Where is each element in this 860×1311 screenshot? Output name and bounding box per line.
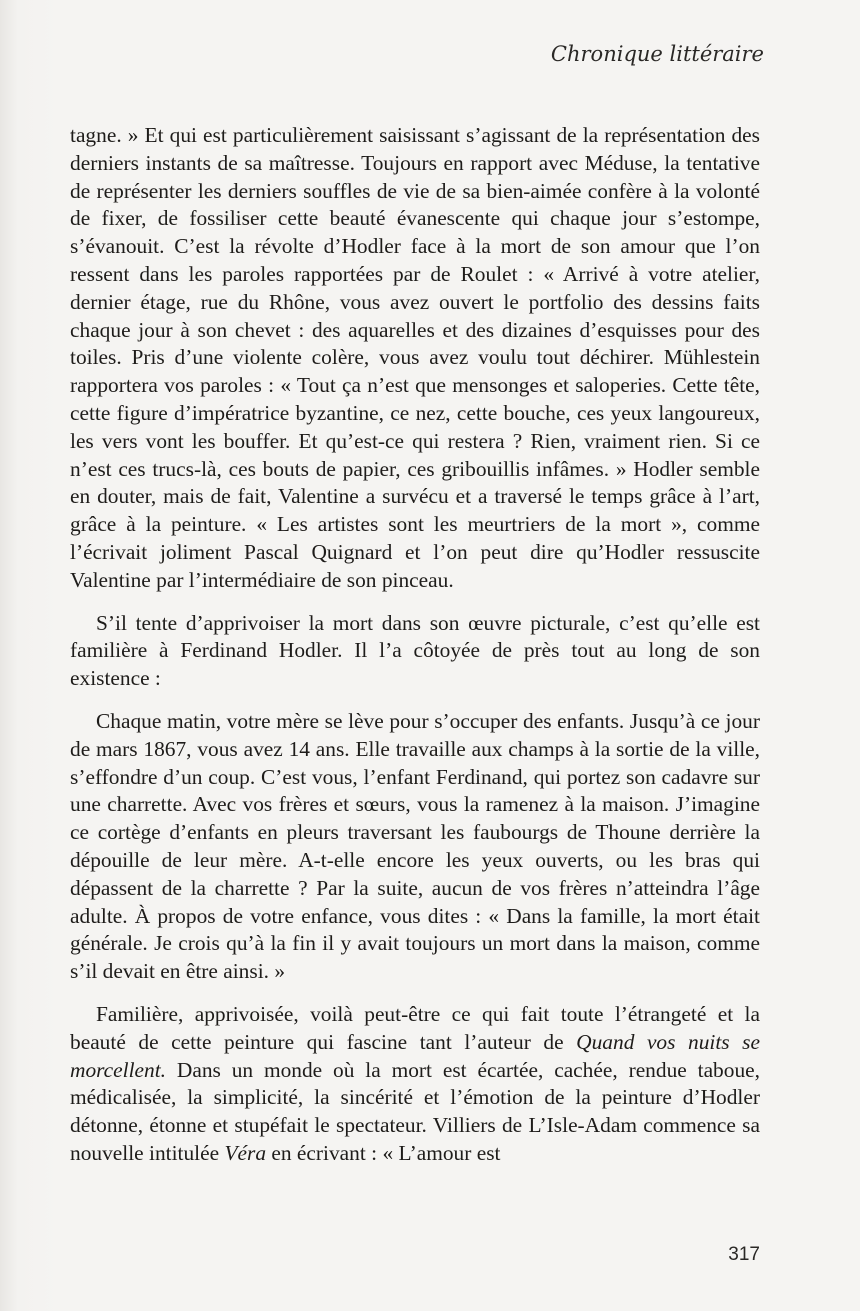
story-title: Véra <box>224 1140 267 1165</box>
page-number: 317 <box>728 1244 760 1265</box>
paragraph <box>70 610 760 693</box>
body-text <box>70 122 760 1168</box>
paragraph <box>70 1001 760 1168</box>
paragraph-text: Familière, apprivoisée, voilà peut-être ce qui fait toute l’étrangeté et la beauté de cette peinture qui fascine tant l’auteur de <box>70 1001 760 1054</box>
paragraph-text: S’il tente d’apprivoiser la mort dans son œuvre picturale, c’est qu’elle est familière à Ferdinand Hodler. Il l’a côtoyée de près tout au long de son existence : <box>70 610 760 691</box>
paragraph-continuation <box>70 122 760 595</box>
paragraph-text: en écrivant : « L’amour est <box>266 1140 501 1165</box>
running-head: Chronique littéraire <box>550 42 764 66</box>
block-quote <box>70 708 760 986</box>
paragraph-text: tagne. » Et qui est particulièrement saisissant s’agissant de la représentation des derniers instants de sa maîtresse. Toujours en rapport avec Méduse, la tentative de représenter les derniers souffles de vie de sa bien-aimée confère à la volonté de fixer, de fossiliser cette beauté évanescente qui chaque jour s’estompe, s’évanouit. C’est la révolte d’Hodler face à la mort de son amour que l’on ressent dans les paroles rapportées par de Roulet : « Arrivé à votre atelier, dernier étage, rue du Rhône, vous avez ouvert le portfolio des dessins faits chaque jour à son chevet : des aquarelles et des dizaines d’esquisses pour des toiles. Pris d’une violente colère, vous avez voulu tout déchirer. Mühlestein rapportera vos paroles : « Tout ça n’est que mensonges et saloperies. Cette tête, cette figure d’impératrice byzantine, ce nez, cette bouche, ces yeux langoureux, les vers vont les bouffer. Et qu’est-ce qui restera ? Rien, vraiment rien. Si ce n’est ces trucs-là, ces bouts de papier, ces gribouillis infâmes. » Hodler semble en douter, mais de fait, Valentine a survécu et a traversé le temps grâce à l’art, grâce à la peinture. « Les artistes sont les meurtriers de la mort », comme l’écrivait joliment Pascal Quignard et l’on peut dire qu’Hodler ressuscite Valentine par l’intermédiaire de son pinceau. <box>70 123 760 592</box>
book-title: Quand vos nuits se morcellent. <box>70 1029 760 1082</box>
quote-text: Chaque matin, votre mère se lève pour s’occuper des enfants. Jusqu’à ce jour de mars 1867, vous avez 14 ans. Elle travaille aux champs à la sortie de la ville, s’effondre d’un coup. C’est vous, l’enfant Ferdinand, qui portez son cadavre sur une charrette. Avec vos frères et sœurs, vous la ramenez à la maison. J’imagine ce cortège d’enfants en pleurs traversant les faubourgs de Thoune derrière la dépouille de leur mère. A-t-elle encore les yeux ouverts, ou les bras qui dépassent de la charrette ? Par la suite, aucun de vos frères n’atteindra l’âge adulte. À propos de votre enfance, vous dites : « Dans la famille, la mort était générale. Je crois qu’à la fin il y avait toujours un mort dans la maison, comme s’il devait en être ainsi. » <box>70 708 760 984</box>
paragraph-text: Dans un monde où la mort est écartée, cachée, rendue taboue, médicalisée, la simplicité, la sincérité et l’émotion de la peinture d’Hodler détonne, étonne et stupéfait le spectateur. Villiers de L’Isle-Adam commence sa nouvelle intitulée <box>70 1057 760 1165</box>
